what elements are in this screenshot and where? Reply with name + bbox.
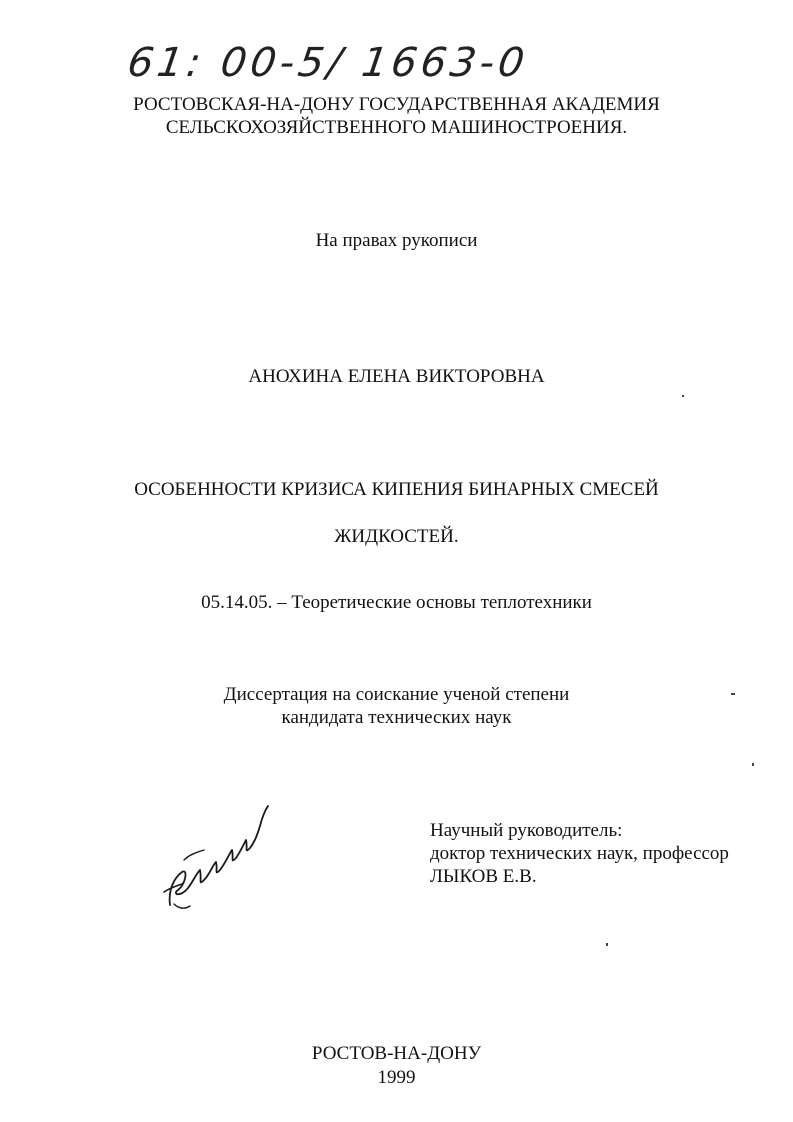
institution-line-1: РОСТОВСКАЯ-НА-ДОНУ ГОСУДАРСТВЕННАЯ АКАДЕМИЯ: [133, 94, 660, 115]
scan-speck: [752, 763, 754, 766]
dissertation-title-line-1: ОСОБЕННОСТИ КРИЗИСА КИПЕНИЯ БИНАРНЫХ СМЕСЕЙ: [134, 479, 659, 500]
scan-speck: [606, 943, 608, 946]
footer-city: РОСТОВ-НА-ДОНУ: [311, 1043, 482, 1064]
manuscript-note: На правах рукописи: [315, 230, 478, 251]
supervisor-rank: доктор технических наук, профессор: [430, 843, 729, 864]
specialty-code: 05.14.05. – Теоретические основы теплотехники: [201, 592, 592, 613]
degree-line-2: кандидата технических наук: [281, 707, 512, 728]
author-signature: [160, 800, 275, 915]
archive-number: 61: 00-5/ 1663-0: [124, 40, 531, 86]
degree-line-1: Диссертация на соискание ученой степени: [223, 684, 570, 705]
supervisor-label: Научный руководитель:: [430, 820, 623, 841]
scan-speck: [682, 395, 684, 397]
author-name: АНОХИНА ЕЛЕНА ВИКТОРОВНА: [248, 366, 545, 387]
supervisor-name: ЛЫКОВ Е.В.: [430, 866, 537, 887]
scan-speck: [731, 693, 735, 695]
footer-year: 1999: [377, 1067, 416, 1088]
dissertation-title-line-2: ЖИДКОСТЕЙ.: [334, 526, 459, 547]
institution-line-2: СЕЛЬСКОХОЗЯЙСТВЕННОГО МАШИНОСТРОЕНИЯ.: [165, 117, 628, 138]
